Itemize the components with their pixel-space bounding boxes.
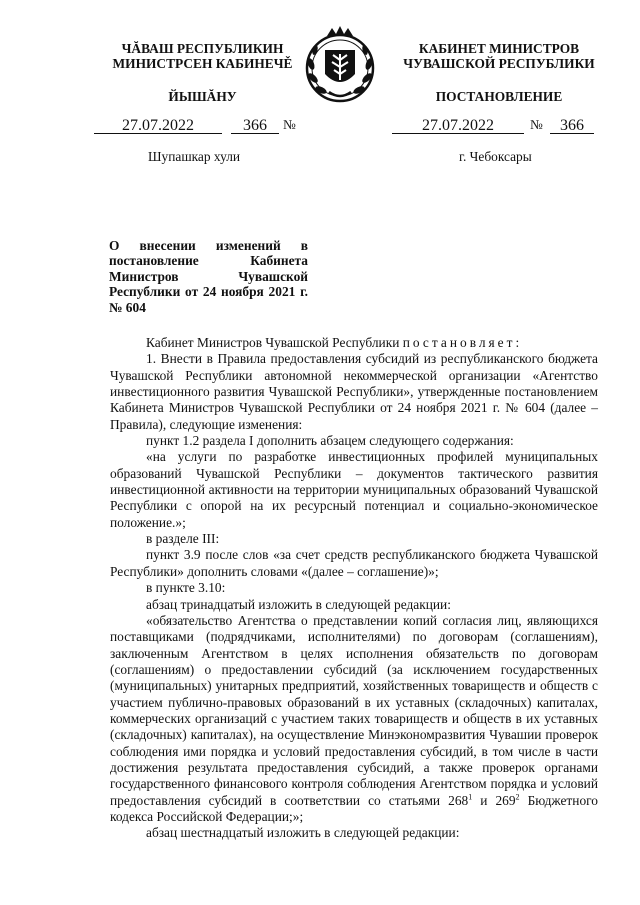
header-right-org — [383, 41, 615, 71]
document-body — [110, 335, 598, 842]
left-number: 366 — [243, 117, 267, 134]
chuvashia-coat-of-arms-icon — [299, 24, 381, 106]
paragraph-3: «на услуги по разработке инвестиционных профилей муниципальных образований Чувашской Республики – документов тактического развития инвестиционной активности на территории муниципальных образований Чувашской Республики с опорой на их ресурсный потенциал и социально-экономическое положение.»; — [110, 449, 598, 530]
left-number-sign: № — [283, 117, 296, 132]
superscript-2: 2 — [515, 792, 520, 802]
intro-text: Кабинет Министров Чувашской Республики — [146, 335, 400, 350]
header-right-doc-type: ПОСТАНОВЛЕНИЕ — [435, 89, 563, 104]
left-number-line — [231, 117, 279, 134]
left-date: 27.07.2022 — [122, 117, 194, 134]
paragraph-9: абзац шестнадцатый изложить в следующей редакции: — [146, 825, 460, 841]
document-subject: О внесении изменений в постановление Кабинета Министров Чувашской Республики от 24 ноября 2021 г. № 604 — [109, 238, 308, 315]
header-left-line1: ЧĂВАШ РЕСПУБЛИКИН — [121, 41, 284, 56]
paragraph-8-and: и 269 — [472, 792, 516, 808]
header-right-line1: КАБИНЕТ МИНИСТРОВ — [418, 41, 580, 56]
right-city: г. Чебоксары — [459, 149, 532, 164]
left-city: Шупашкар хули — [148, 149, 241, 164]
paragraph-1: 1. Внести в Правила предоставления субсидий из республиканского бюджета Чувашской Республики автономной некоммерческой организации «Агентство инвестиционного развития Чувашской Республики», утвержденные постановлением Кабинета Министров Чувашской Республики от 24 ноября 2021 г. № 604 (далее – Правила), следующие изменения: — [110, 351, 598, 432]
right-date-line — [392, 117, 524, 134]
paragraph-8-end: Бюджетного кодекса Российской Федерации;»; — [110, 792, 598, 824]
paragraph-2: пункт 1.2 раздела I дополнить абзацем следующего содержания: — [146, 433, 514, 449]
right-number-line — [550, 117, 594, 134]
paragraph-8 — [110, 613, 598, 825]
left-date-line — [94, 117, 222, 134]
right-date: 27.07.2022 — [422, 117, 494, 134]
header-left-doc-type: ЙЫШĂНУ — [168, 89, 237, 104]
intro-paragraph — [110, 335, 598, 351]
superscript-1: 1 — [468, 792, 473, 802]
header-left-org — [100, 41, 305, 71]
paragraph-6: в пункте 3.10: — [146, 580, 226, 596]
right-number: 366 — [560, 117, 584, 134]
paragraph-5: пункт 3.9 после слов «за счет средств республиканского бюджета Чувашской Республики» дополнить словами «(далее – соглашение)»; — [110, 547, 598, 579]
header-right-line2: ЧУВАШСКОЙ РЕСПУБЛИКИ — [403, 56, 595, 71]
paragraph-8-main: «обязательство Агентства о представлении копий согласия лиц, являющихся поставщиками (подрядчиками, исполнителями) по договорам (соглашениям), заключенным Агентством в целях исполнения обязательств по договорам (соглашениям) о предоставлении субсидий (за исключением государственных (муниципальных) унитарных предприятий, хозяйственных товариществ и обществ с участием публично-правовых образований в их уставных (складочных) капиталах, коммерческих организаций с участием таких товариществ и обществ в их уставных (складочных) капиталах), на осуществление Минэкономразвития Чувашии проверок соблюдения ими порядка и условий предоставления субсидий, в том числе в части достижения результата предоставления субсидий, а также проверок органами государственного финансового контроля соблюдения Агентством порядка и условий предоставления субсидий в соответствии со статьями 268 — [110, 612, 598, 808]
right-number-sign: № — [530, 117, 543, 132]
header-left-line2: МИНИСТРСЕН КАБИНЕЧĚ — [112, 56, 293, 71]
paragraph-7: абзац тринадцатый изложить в следующей редакции: — [146, 596, 451, 612]
intro-verb: постановляет: — [402, 335, 523, 350]
paragraph-4: в разделе III: — [146, 531, 220, 547]
